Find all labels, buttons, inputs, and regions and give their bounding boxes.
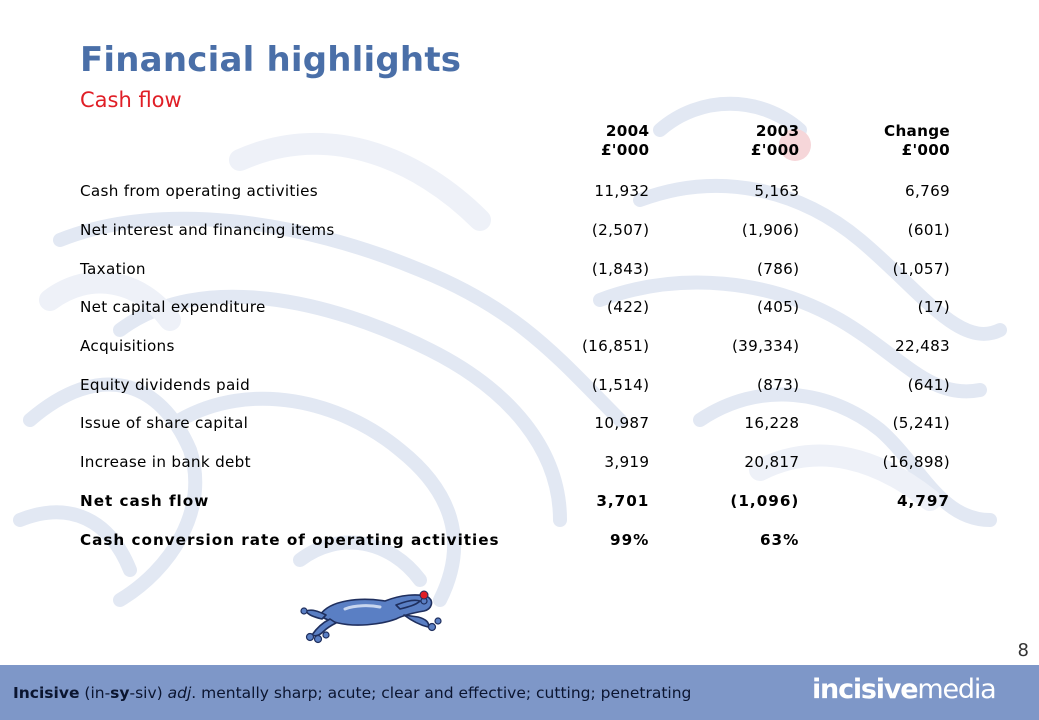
row-label: Net interest and financing items (80, 221, 335, 240)
value-change: (5,241) (892, 414, 950, 433)
value-change: (641) (907, 375, 950, 394)
column-year: Change (884, 122, 950, 140)
value-change: (601) (907, 221, 950, 240)
value-2003: (873) (757, 375, 800, 394)
definition-word: Incisive (13, 684, 80, 702)
value-2004: (1,514) (591, 375, 650, 394)
table-row (80, 288, 950, 327)
table-row (80, 365, 950, 404)
value-change (799, 520, 950, 559)
row-label: Acquisitions (80, 337, 175, 356)
column-header-change (799, 122, 950, 172)
definition-part-of-speech: adj (167, 684, 192, 702)
value-2003: 5,163 (754, 182, 800, 201)
value-2004: (422) (607, 298, 650, 317)
table-header-row (80, 122, 950, 172)
table-row (80, 211, 950, 250)
page-subtitle: Cash flow (80, 88, 182, 112)
brand-logo-light: media (917, 674, 996, 705)
table-row (80, 172, 950, 211)
value-2004: 99% (610, 530, 650, 549)
value-2004: (16,851) (581, 337, 650, 356)
table-row (80, 404, 950, 443)
row-label: Equity dividends paid (80, 375, 251, 394)
page-title: Financial highlights (80, 40, 462, 80)
row-label: Net cash flow (80, 491, 210, 510)
value-change: (1,057) (892, 259, 950, 278)
footer-bar (0, 665, 1039, 720)
column-unit: £'000 (750, 141, 800, 159)
table-row-total (80, 482, 950, 521)
value-2004: (2,507) (591, 221, 650, 240)
brand-logo-bold: incisive (812, 674, 918, 705)
value-2004: 3,919 (604, 453, 650, 472)
column-unit: £'000 (600, 141, 650, 159)
table-row-conversion (80, 520, 950, 559)
value-2004: 10,987 (594, 414, 650, 433)
table-row (80, 327, 950, 366)
table-row (80, 443, 950, 482)
column-year: 2004 (605, 122, 650, 140)
value-2004: 3,701 (596, 491, 650, 510)
row-label: Issue of share capital (80, 414, 249, 433)
value-change: 4,797 (896, 491, 950, 510)
column-header-2003 (649, 122, 799, 172)
value-2003: (1,096) (730, 491, 800, 510)
value-2003: (786) (757, 259, 800, 278)
value-2003: (1,906) (741, 221, 800, 240)
value-2003: (39,334) (731, 337, 800, 356)
definition-pronunciation-close: -siv) (129, 684, 168, 702)
definition-pronunciation-stress: sy (110, 684, 130, 702)
column-year: 2003 (755, 122, 800, 140)
value-2003: 63% (759, 530, 800, 549)
value-change: (17) (917, 298, 950, 317)
footer-definition (13, 684, 691, 702)
definition-text: . mentally sharp; acute; clear and effective; cutting; penetrating (191, 684, 692, 702)
frog-mascot-icon (300, 575, 450, 645)
value-2003: 20,817 (744, 453, 800, 472)
page-number: 8 (1017, 640, 1029, 661)
definition-pronunciation-open: (in- (79, 684, 111, 702)
cash-flow-table (80, 122, 950, 559)
value-change: (16,898) (882, 453, 950, 472)
value-change: 22,483 (895, 337, 950, 356)
column-header-2004 (500, 122, 650, 172)
row-header-cell (80, 122, 500, 172)
value-2004: (1,843) (591, 259, 650, 278)
row-label: Taxation (80, 259, 146, 278)
value-2004: 11,932 (594, 182, 650, 201)
row-label: Cash from operating activities (80, 182, 319, 201)
brand-logo (812, 674, 995, 705)
value-2003: 16,228 (744, 414, 800, 433)
row-label: Net capital expenditure (80, 298, 266, 317)
table-row (80, 249, 950, 288)
row-label: Cash conversion rate of operating activities (80, 530, 500, 549)
value-change: 6,769 (905, 182, 950, 201)
column-unit: £'000 (901, 141, 950, 159)
value-2003: (405) (757, 298, 800, 317)
row-label: Increase in bank debt (80, 453, 251, 472)
